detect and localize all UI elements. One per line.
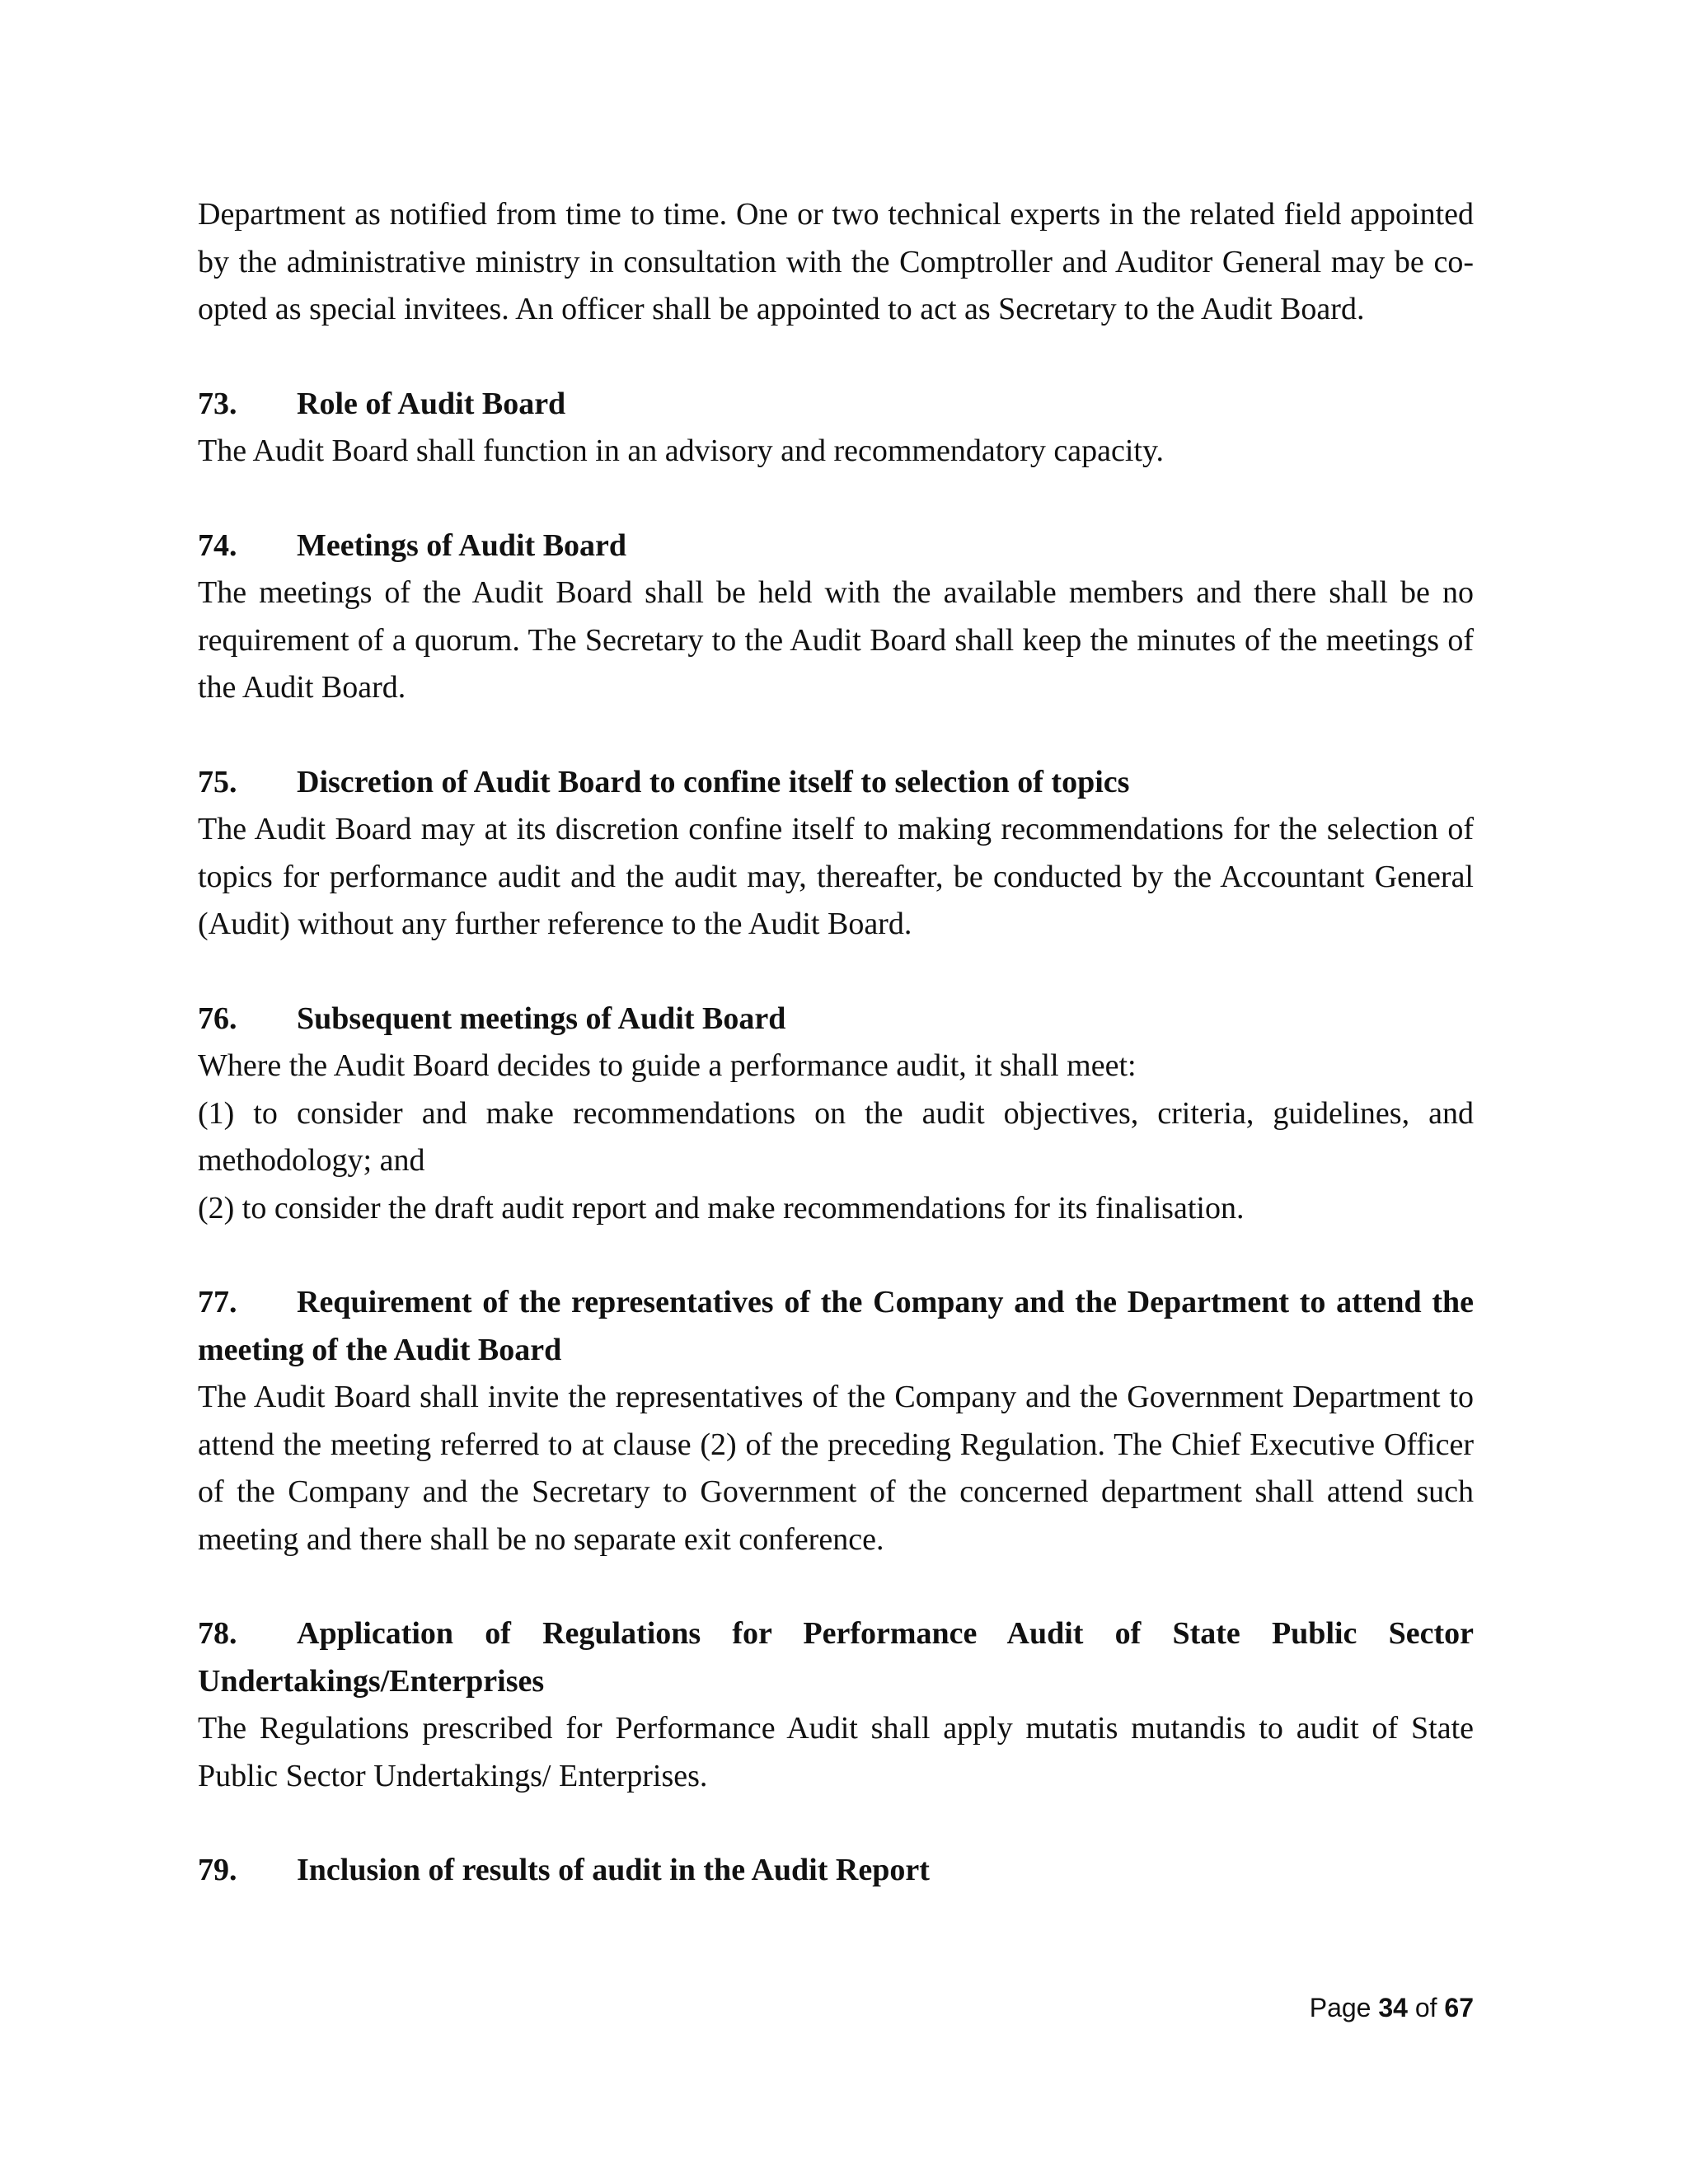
page-number-footer [1310, 1993, 1474, 2023]
section-number: 77. [198, 1285, 237, 1319]
section-title: Inclusion of results of audit in the Audit Report [297, 1853, 930, 1887]
section-79 [198, 1847, 1474, 1895]
section-heading [198, 1279, 1474, 1374]
section-title: Meetings of Audit Board [297, 527, 627, 563]
lead-paragraph: Department as notified from time to time. One or two technical experts in the related field appointed by the administrative ministry in consultation with the Comptroller and Auditor General may be co-opted as special invitees. An officer shall be appointed to act as Secretary to the Audit Board. [198, 197, 1474, 326]
current-page-number: 34 [1378, 1993, 1408, 2022]
section-number: 79. [198, 1853, 237, 1887]
section-74 [198, 523, 1474, 712]
section-paragraph: The Audit Board shall invite the representatives of the Company and the Government Department to attend the meeting referred to at clause (2) of the preceding Regulation. The Chief Executive Officer of the Company and the Secretary to Government of the concerned department shall attend such meeting and there shall be no separate exit conference. [198, 1380, 1474, 1557]
section-title: Requirement of the representatives of the Company and the Department to attend the meeting of the Audit Board [198, 1285, 1474, 1367]
section-paragraph: Where the Audit Board decides to guide a performance audit, it shall meet: [198, 1048, 1137, 1083]
section-title: Subsequent meetings of Audit Board [297, 1001, 786, 1036]
section-title: Application of Regulations for Performance Audit of State Public Sector Undertakings/Enterprises [198, 1616, 1474, 1699]
of-label: of [1414, 1993, 1437, 2022]
section-number: 76. [198, 1001, 237, 1036]
section-paragraph: The Regulations prescribed for Performance Audit shall apply mutatis mutandis to audit of State Public Sector Undertakings/ Enterprises. [198, 1711, 1474, 1793]
section-78 [198, 1610, 1474, 1800]
page-label: Page [1309, 1993, 1372, 2022]
section-heading [198, 1610, 1474, 1705]
section-77 [198, 1279, 1474, 1563]
section-76 [198, 996, 1474, 1233]
section-clause-1: (1) to consider and make recommendations on the audit objectives, criteria, guidelines, and methodology; and [198, 1095, 1474, 1178]
section-number: 78. [198, 1616, 237, 1651]
section-clause-2: (2) to consider the draft audit report and make recommendations for its finalisation. [198, 1190, 1245, 1226]
section-number: 73. [198, 386, 237, 421]
section-paragraph: The Audit Board shall function in an advisory and recommendatory capacity. [198, 434, 1165, 468]
section-heading [198, 1847, 1474, 1895]
section-heading [198, 381, 1474, 429]
section-number: 74. [198, 527, 237, 563]
section-75 [198, 759, 1474, 949]
section-heading [198, 996, 1474, 1043]
section-heading [198, 759, 1474, 807]
section-paragraph: The Audit Board may at its discretion confine itself to making recommendations for the selection of topics for performance audit and the audit may, thereafter, be conducted by the Accountant General (Audit) without any further reference to the Audit Board. [198, 812, 1474, 941]
section-heading [198, 523, 1474, 570]
section-73 [198, 381, 1474, 476]
section-number: 75. [198, 764, 237, 799]
total-pages-number: 67 [1444, 1993, 1474, 2022]
document-body [198, 191, 1474, 1895]
section-paragraph: The meetings of the Audit Board shall be held with the available members and there shall be no requirement of a quorum. The Secretary to the Audit Board shall keep the minutes of the meetings of the Audit Board. [198, 575, 1474, 705]
section-title: Discretion of Audit Board to confine itself to selection of topics [297, 764, 1130, 799]
section-title: Role of Audit Board [297, 386, 566, 421]
